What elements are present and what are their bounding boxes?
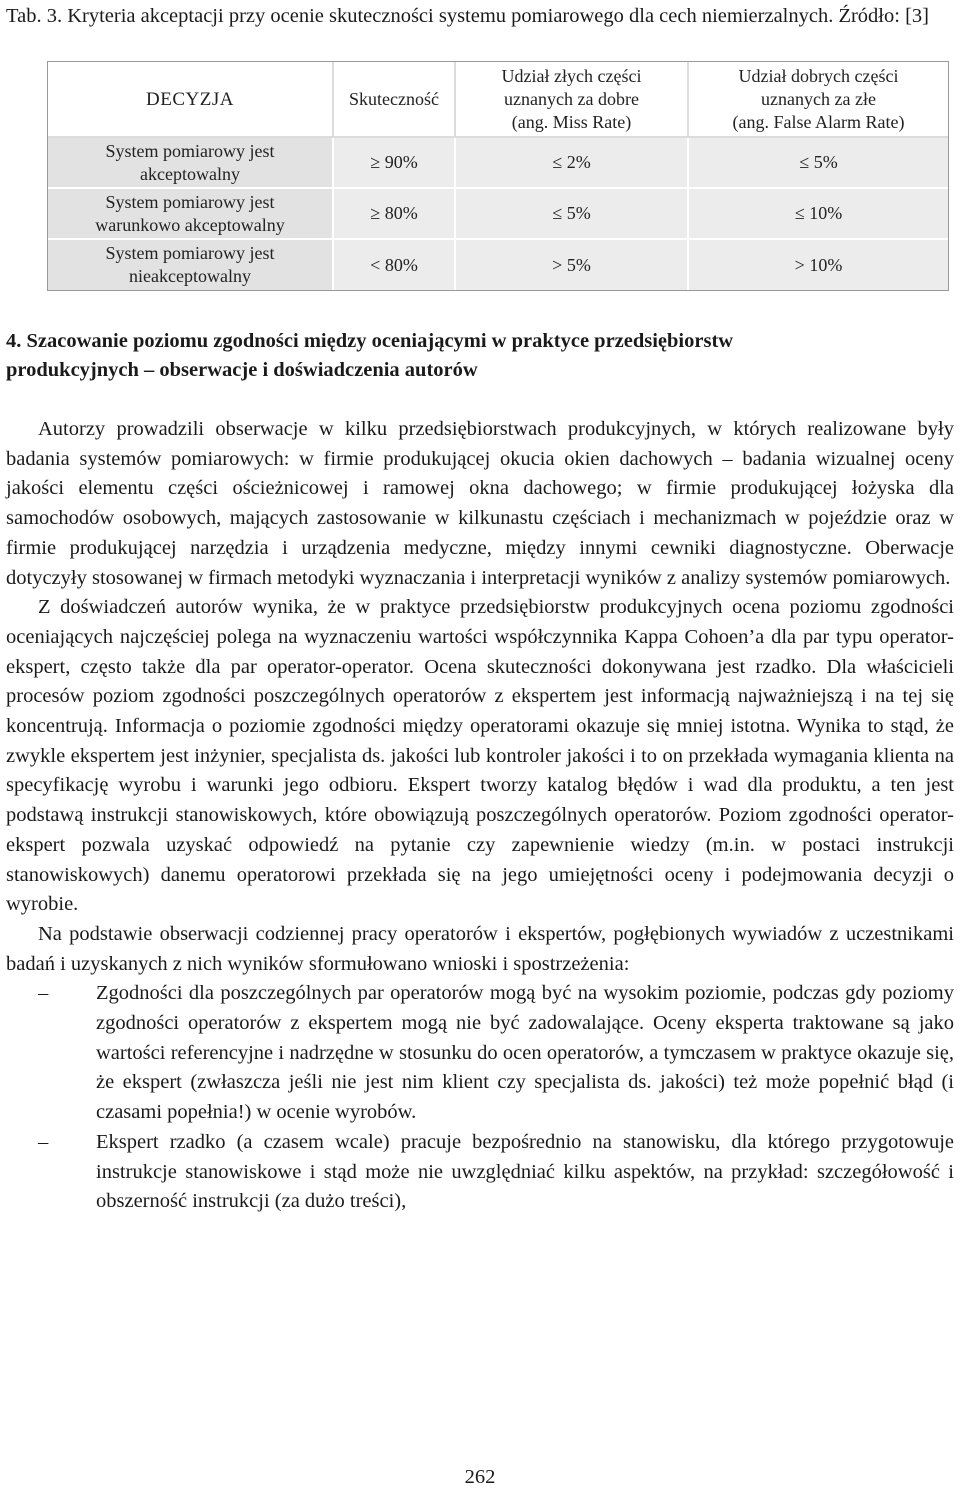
table-row-decision	[48, 240, 334, 290]
table-cell-miss-rate: ≤ 2%	[456, 138, 689, 189]
table-row-decision	[48, 189, 334, 240]
decision-line2: akceptowalny	[140, 163, 240, 184]
decision-line2: nieakceptowalny	[129, 266, 251, 286]
decision-line1: System pomiarowy jest	[105, 191, 275, 212]
table-cell-miss-rate: ≤ 5%	[456, 189, 689, 240]
table-cell-false-alarm: > 10%	[689, 240, 948, 290]
list-item-text: Ekspert rzadko (a czasem wcale) pracuje bezpośrednio na stanowisku, dla którego przygotowuje instrukcje stanowiskowe i stąd może nie uwzględniać kilku aspektów, na przykład: szczegółowość i obszerność instrukcji (za dużo treści),	[96, 1130, 954, 1213]
paragraph: Autorzy prowadzili obserwacje w kilku przedsiębiorstwach produkcyjnych, w których realizowane były badania systemów pomiarowych: w firmie produkującej okucia okien dachowych – badania wizualnej oceny jakości elementu części ościeżnicowej i ramowej okna dachowego; w firmie produkującej łożyska dla samochodów osobowych, mających zastosowanie w kilkunastu częściach i mechanizmach w pojeździe oraz w firmie produkującej narzędzia i urządzenia medyczne, między innymi cewniki diagnostyczne. Oberwacje dotyczyły stosowanej w firmach metodyki wyznaczania i interpretacji wyników z analizy systemów pomiarowych.	[6, 418, 954, 589]
header-effectiveness: Skuteczność	[334, 62, 456, 138]
header-false-alarm-line3: (ang. False Alarm Rate)	[732, 111, 905, 132]
table-cell-miss-rate: > 5%	[456, 240, 689, 290]
table-caption: Tab. 3. Kryteria akceptacji przy ocenie skuteczności systemu pomiarowego dla cech niemierzalnych. Źródło: [3]	[6, 5, 929, 27]
section-title-line1: 4. Szacowanie poziomu zgodności między oceniającymi w praktyce przedsiębiorstw	[6, 330, 734, 352]
dash-bullet: –	[38, 1130, 49, 1153]
list-item	[6, 979, 954, 1128]
header-miss-rate-line2: uznanych za dobre	[504, 88, 639, 109]
table-row-decision	[48, 138, 334, 189]
header-miss-rate-line3: (ang. Miss Rate)	[511, 111, 632, 132]
header-decision: DECYZJA	[48, 62, 334, 138]
paragraph: Na podstawie obserwacji codziennej pracy operatorów i ekspertów, pogłębionych wywiadów z uczestnikami badań i uzyskanych z nich wyników sformułowano wnioski i spostrzeżenia:	[6, 922, 954, 975]
header-false-alarm	[689, 62, 948, 138]
decision-line1: System pomiarowy jest	[105, 140, 275, 161]
section-title	[6, 327, 954, 385]
list-item-text: Zgodności dla poszczególnych par operatorów mogą być na wysokim poziomie, podczas gdy poziomy zgodności operatorów z ekspertem mogą nie być zadowalające. Oceny eksperta traktowane są jako wartości referencyjne i nadrzędne w stosunku do ocen operatorów, a tymczasem w praktyce okazuje się, że ekspert (zwłaszcza jeśli nie jest nim klient czy specjalista ds. jakości) też może popełnić błąd (i czasami popełnia!) w ocenie wyrobów.	[96, 982, 954, 1124]
header-miss-rate-line1: Udział złych części	[501, 65, 642, 86]
body-text	[6, 415, 954, 1217]
table-cell-effectiveness: ≥ 80%	[334, 189, 456, 240]
decision-line2: warunkowo akceptowalny	[95, 214, 285, 235]
decision-line1: System pomiarowy jest	[105, 243, 275, 263]
list-item	[6, 1128, 954, 1217]
table-cell-false-alarm: ≤ 10%	[689, 189, 948, 240]
acceptance-criteria-table	[47, 61, 949, 291]
table-cell-false-alarm: ≤ 5%	[689, 138, 948, 189]
table-cell-effectiveness: < 80%	[334, 240, 456, 290]
dash-bullet: –	[38, 982, 49, 1005]
header-miss-rate	[456, 62, 689, 138]
conclusions-list	[6, 979, 954, 1217]
table-cell-effectiveness: ≥ 90%	[334, 138, 456, 189]
header-false-alarm-line2: uznanych za złe	[761, 88, 876, 109]
header-false-alarm-line1: Udział dobrych części	[738, 65, 899, 86]
paragraph: Z doświadczeń autorów wynika, że w praktyce przedsiębiorstw produkcyjnych ocena poziomu zgodności oceniających najczęściej polega na wyznaczeniu wartości współczynnika Kappa Cohoen’a dla par typu operator-ekspert, często także dla par operator-operator. Ocena skuteczności dokonywana jest rzadko. Dla właścicieli procesów poziom zgodności poszczególnych operatorów z ekspertem jest informacją najważniejszą i na tej się koncentrują. Informacja o poziomie zgodności między operatorami okazuje się mniej istotna. Wynika to stąd, że zwykle ekspertem jest inżynier, specjalista ds. jakości lub kontroler jakości i to on przekłada wymagania klienta na specyfikację wyrobu i warunki jego odbioru. Ekspert tworzy katalog błędów i wad dla produktu, a ten jest podstawą instrukcji stanowiskowych, które obowiązują poszczególnych operatorów. Poziom zgodności operator-ekspert pozwala uzyskać odpowiedź na pytanie czy zapewnienie wiedzy (m.in. w postaci instrukcji stanowiskowych) danemu operatorowi przekłada się na jego umiejętności oceny i podejmowania decyzji o wyrobie.	[6, 596, 954, 916]
section-title-line2: produkcyjnych – obserwacje i doświadczenia autorów	[6, 359, 478, 381]
page-number: 262	[464, 1466, 496, 1488]
